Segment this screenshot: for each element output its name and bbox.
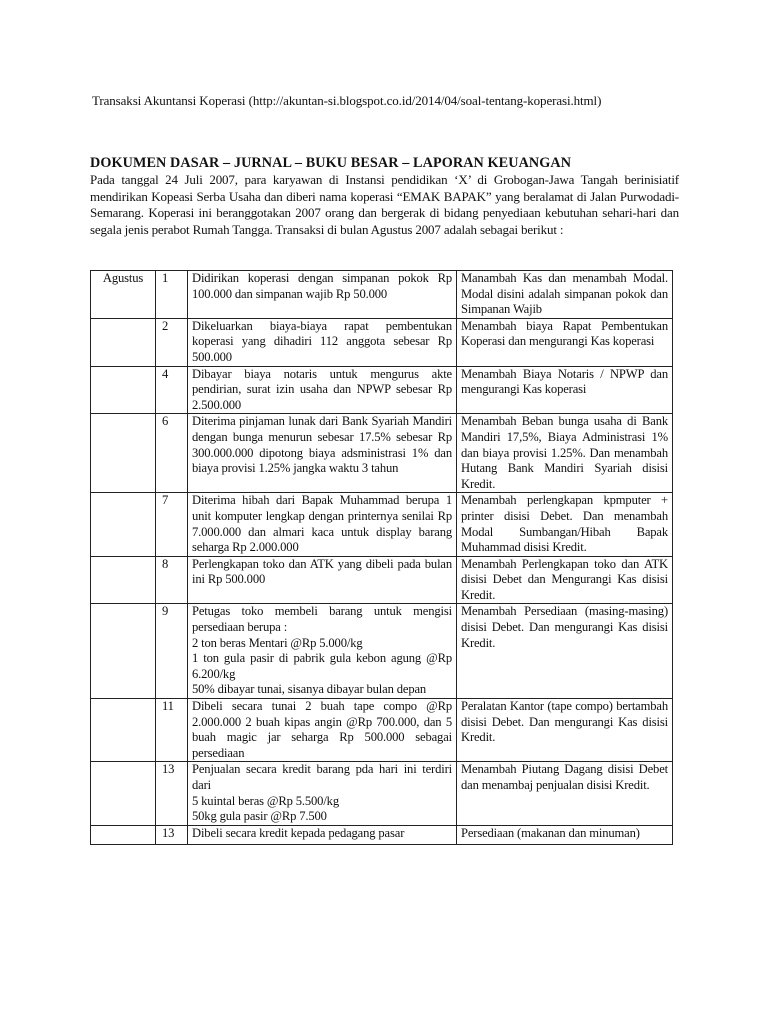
table-row (91, 414, 673, 493)
month-cell (91, 699, 156, 762)
effect-cell: Menambah Piutang Dagang disisi Debet dan menambaj penjualan disisi Kredit. (457, 762, 673, 825)
description-line: Dibayar biaya notaris untuk mengurus akte pendirian, surat izin usaha dan NPWP sebesar Rp 2.500.000 (192, 366, 452, 412)
description-line: Dibeli secara kredit kepada pedagang pasar (192, 825, 405, 840)
table-row (91, 825, 673, 844)
description-line: 2 ton beras Mentari @Rp 5.000/kg (192, 635, 363, 650)
month-cell (91, 604, 156, 699)
transactions-table (90, 270, 673, 845)
transactions-body (91, 271, 673, 845)
day-cell: 8 (156, 556, 188, 604)
description-cell (188, 556, 457, 604)
description-line: 1 ton gula pasir di pabrik gula kebon agung @Rp 6.200/kg (192, 651, 452, 681)
description-cell (188, 318, 457, 366)
description-cell (188, 271, 457, 319)
effect-cell: Menambah Persediaan (masing-masing) disisi Debet. Dan mengurangi Kas disisi Kredit. (457, 604, 673, 699)
effect-cell: Menambah Beban bunga usaha di Bank Mandiri 17,5%, Biaya Administrasi 1% dan biaya provisi 1.25%. Dan menambah Hutang Bank Mandiri Syariah disisi Kredit. (457, 414, 673, 493)
table-row (91, 271, 673, 319)
table-row (91, 318, 673, 366)
effect-cell: Peralatan Kantor (tape compo) bertambah disisi Debet. Dan mengurangi Kas disisi Kredit. (457, 699, 673, 762)
day-cell: 13 (156, 825, 188, 844)
day-cell: 11 (156, 699, 188, 762)
description-line: Penjualan secara kredit barang pda hari ini terdiri dari (192, 762, 452, 792)
effect-cell: Persediaan (makanan dan minuman) (457, 825, 673, 844)
day-cell: 1 (156, 271, 188, 319)
description-cell (188, 762, 457, 825)
table-row (91, 366, 673, 414)
description-line: 5 kuintal beras @Rp 5.500/kg (192, 793, 339, 808)
description-line: 50kg gula pasir @Rp 7.500 (192, 809, 327, 824)
month-cell (91, 762, 156, 825)
month-cell (91, 414, 156, 493)
day-cell: 4 (156, 366, 188, 414)
description-line: 50% dibayar tunai, sisanya dibayar bulan depan (192, 682, 427, 697)
month-cell (91, 366, 156, 414)
description-cell (188, 604, 457, 699)
day-cell: 9 (156, 604, 188, 699)
description-cell (188, 493, 457, 556)
description-cell (188, 825, 457, 844)
description-line: Diterima pinjaman lunak dari Bank Syariah Mandiri dengan bunga menurun sebesar 17.5% sebesar Rp 300.000.000 dipotong biaya adsministrasi 1% dan biaya provisi 1.25% jangka waktu 3 tahun (192, 414, 452, 476)
description-line: Diterima hibah dari Bapak Muhammad berupa 1 unit komputer lengkap dengan printernya senilai Rp 7.000.000 dan almari kaca untuk display barang seharga Rp 2.000.000 (192, 493, 452, 555)
month-cell (91, 493, 156, 556)
day-cell: 13 (156, 762, 188, 825)
month-cell (91, 556, 156, 604)
description-line: Perlengkapan toko dan ATK yang dibeli pada bulan ini Rp 500.000 (192, 556, 452, 587)
day-cell: 2 (156, 318, 188, 366)
description-line: Dikeluarkan biaya-biaya rapat pembentukan koperasi yang dihadiri 112 anggota sebesar Rp 500.000 (192, 318, 452, 364)
day-cell: 6 (156, 414, 188, 493)
table-row (91, 762, 673, 825)
description-line: Petugas toko membeli barang untuk mengisi persediaan berupa : (192, 604, 452, 635)
effect-cell: Menambah Biaya Notaris / NPWP dan mengurangi Kas koperasi (457, 366, 673, 414)
month-cell: Agustus (91, 271, 156, 319)
effect-cell: Menambah perlengkapan kpmputer + printer disisi Debet. Dan menambah Modal Sumbangan/Hibah Bapak Muhammad disisi Kredit. (457, 493, 673, 556)
description-cell (188, 414, 457, 493)
description-line: Dibeli secara tunai 2 buah tape compo @Rp 2.000.000 2 buah kipas angin @Rp 700.000, dan 5 buah magic jar seharga Rp 500.000 sebagai persediaan (192, 699, 452, 760)
effect-cell: Menambah Perlengkapan toko dan ATK disisi Debet dan Mengurangi Kas disisi Kredit. (457, 556, 673, 604)
effect-cell: Manambah Kas dan menambah Modal. Modal disini adalah simpanan pokok dan Simpanan Wajib (457, 271, 673, 319)
table-row (91, 604, 673, 699)
effect-cell: Menambah biaya Rapat Pembentukan Koperasi dan mengurangi Kas koperasi (457, 318, 673, 366)
table-row (91, 699, 673, 762)
document-title: DOKUMEN DASAR – JURNAL – BUKU BESAR – LAPORAN KEUANGAN (90, 155, 572, 171)
source-line: Transaksi Akuntansi Koperasi (http://akuntan-si.blogspot.co.id/2014/04/soal-tentang-koperasi.html) (92, 93, 602, 108)
month-cell (91, 318, 156, 366)
month-cell (91, 825, 156, 844)
description-cell (188, 366, 457, 414)
description-line: Didirikan koperasi dengan simpanan pokok Rp 100.000 dan simpanan wajib Rp 50.000 (192, 271, 452, 301)
day-cell: 7 (156, 493, 188, 556)
table-row (91, 493, 673, 556)
description-cell (188, 699, 457, 762)
intro-paragraph: Pada tanggal 24 Juli 2007, para karyawan di Instansi pendidikan ‘X’ di Grobogan-Jawa Tangah berinisiatif mendirikan Kopeasi Serba Usaha dan diberi nama koperasi “EMAK BAPAK” yang beralamat di Jalan Purwodadi-Semarang. Koperasi ini beranggotakan 2007 orang dan bergerak di bidang penyediaan kebutuhan sehari-hari dan segala jenis perabot Rumah Tangga. Transaksi di bulan Agustus 2007 adalah sebagai berikut : (90, 172, 679, 237)
table-row (91, 556, 673, 604)
